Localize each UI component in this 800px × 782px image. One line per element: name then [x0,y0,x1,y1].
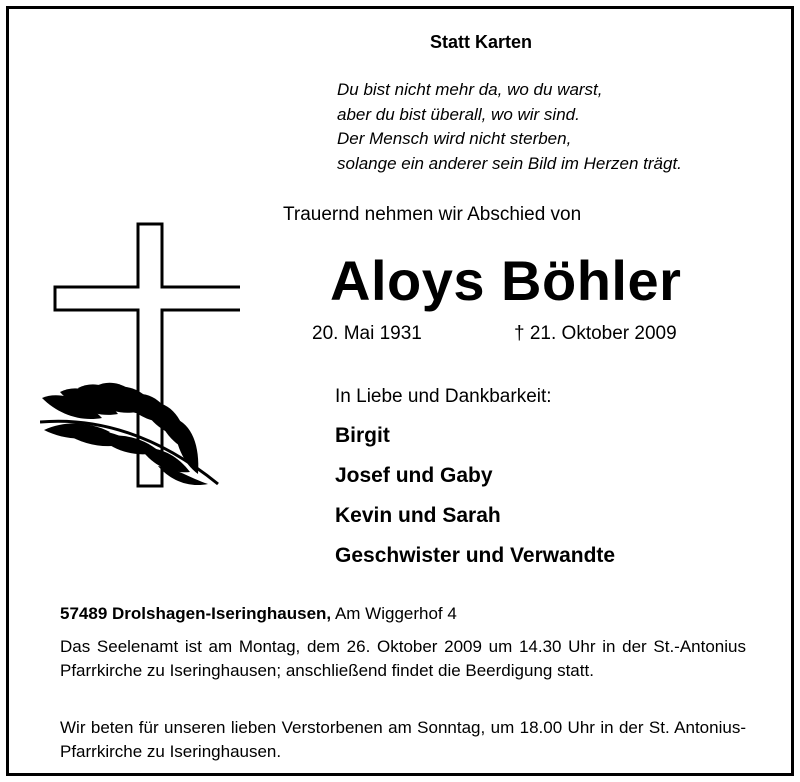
mourner-name: Kevin und Sarah [335,504,501,527]
poem-line: Du bist nicht mehr da, wo du warst, [337,80,603,99]
mourner-name: Birgit [335,424,390,447]
cross-with-palm-icon [40,222,240,492]
prayer-paragraph: Wir beten für unseren lieben Verstorbenen am Sonntag, um 18.00 Uhr in der St. Antonius-Pfarrkirche zu Iseringhausen. [60,718,746,761]
farewell-intro: Trauernd nehmen wir Abschied von [283,204,582,225]
address-street: Am Wiggerhof 4 [334,604,457,623]
deceased-name: Aloys Böhler [330,249,682,312]
poem [337,78,682,176]
poem-line: Der Mensch wird nicht sterben, [337,129,572,148]
address [60,604,457,624]
mourner-name: Geschwister und Verwandte [335,544,616,567]
mourner-name: Josef und Gaby [335,464,493,487]
mourners-intro: In Liebe und Dankbarkeit: [335,386,552,407]
address-place: 57489 Drolshagen-Iseringhausen, [60,604,332,623]
death-date: † 21. Oktober 2009 [514,323,677,344]
notice-header: Statt Karten [430,32,533,52]
service-paragraph: Das Seelenamt ist am Montag, dem 26. Oktober 2009 um 14.30 Uhr in der St.-Antonius Pfarrkirche zu Iseringhausen; anschließend findet die Beerdigung statt. [60,637,746,680]
poem-line: solange ein anderer sein Bild im Herzen trägt. [337,153,682,173]
birth-date: 20. Mai 1931 [312,323,422,344]
poem-line: aber du bist überall, wo wir sind. [337,104,580,124]
